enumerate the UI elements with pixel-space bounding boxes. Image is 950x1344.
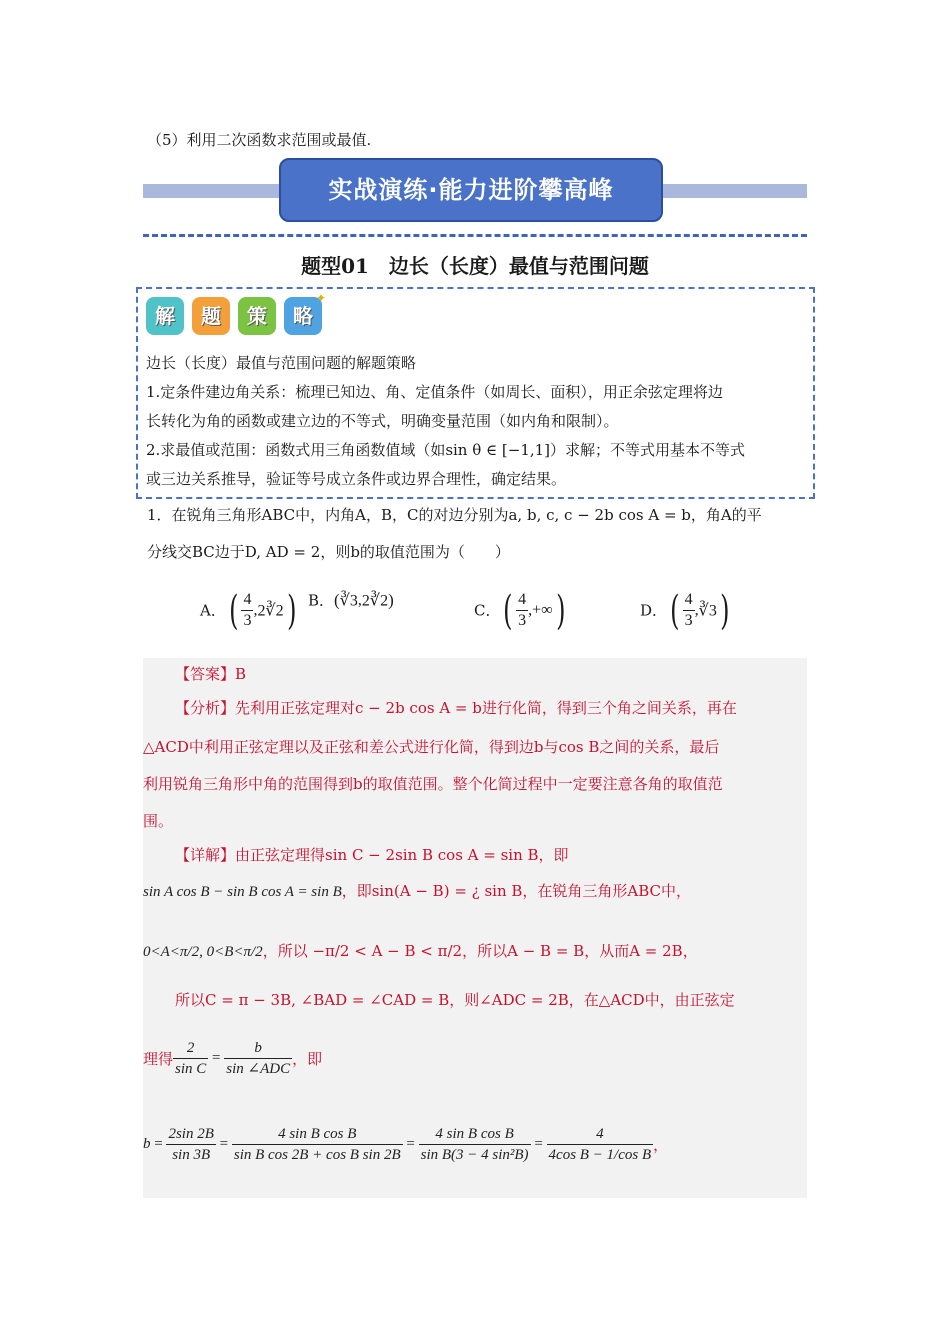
strategy-line: 1.定条件建边角关系：梳理已知边、角、定值条件（如周长、面积），用正余弦定理将边	[146, 383, 723, 401]
detail-row-1	[175, 845, 569, 865]
fraction-2-sinC: $\frac{2}{\text{sin C}}$	[175, 1040, 207, 1077]
sparkle-icon: ✦	[316, 291, 327, 305]
strategy-line: 2.求最值或范围：函数式用三角函数值域（如sin θ ∈ [−1,1]）求解；不等式用基本不等式	[146, 441, 746, 459]
option-b[interactable]: B．(∛3,2∛2)	[308, 590, 394, 610]
fraction-b-sinADC: $\frac{b}{\text{sin ∠ADC}}$	[226, 1040, 291, 1077]
analysis-label: 【分析】	[175, 699, 236, 717]
answer-value: B	[235, 665, 247, 683]
option-label: B．	[308, 591, 335, 610]
strategy-tile-2: 题	[192, 297, 230, 335]
strategy-tile-1: 解	[146, 297, 184, 335]
analysis-line: 利用锐角三角形中角的范围得到b的取值范围。整个化简过程中一定要注意各角的取值范	[143, 775, 723, 793]
detail-text: 理得	[143, 1050, 174, 1068]
option-d-left: $\frac{4}{3}$	[684, 591, 693, 629]
fraction-step-2: $\frac{\text{4 sin B cos B}}{\text{sin B cos 2B + cos B sin 2B}}$	[233, 1126, 401, 1163]
answer-row	[175, 664, 246, 684]
option-b-left: ∛3	[339, 592, 358, 610]
answer-label: 【答案】	[175, 665, 236, 683]
strategy-line: 或三边关系推导，验证等号成立条件或边界合理性，确定结果。	[146, 470, 567, 488]
detail-row-final: b = $\frac{2\sin 2B}{\sin 3B}$ = $\frac{\text{4 sin B cos B}}{\text{sin B cos 2B + cos B sin 2B}}$ = $\frac{\text{4 sin B cos B}}{\text{sin B(3 − 4 sin²B)}}$ = $\frac{4}{\text{4cos B − 1/cos B}}$ ，	[143, 1126, 669, 1163]
detail-equation: sin A cos B − sin B cos A = sin B	[143, 884, 342, 900]
strategy-heading: 边长（长度）最值与范围问题的解题策略	[146, 354, 417, 372]
fraction-step-3: $\frac{\text{4 sin B cos B}}{\text{sin B(3 − 4 sin²B)}}$	[420, 1126, 529, 1163]
option-a-left: $\frac{4}{3}$	[243, 591, 252, 629]
analysis-line: △ACD中利用正弦定理以及正弦和差公式进行化简，得到边b与cos B之间的关系，最后	[143, 738, 720, 756]
option-label: D．	[640, 601, 668, 620]
analysis-line: 先利用正弦定理对c − 2b cos A = b进行化简，得到三个角之间关系，再在	[235, 699, 737, 717]
section-title: 题型01 边长（长度）最值与范围问题	[301, 254, 649, 278]
intro-list-item: （5）利用二次函数求范围或最值.	[147, 131, 372, 149]
detail-text: ，所以 −π/2 < A − B < π/2，所以A − B = B，从而A = 2B，	[262, 942, 698, 960]
detail-row-4: 所以C = π − 3B, ∠BAD = ∠CAD = B，则∠ADC = 2B，在△ACD中，由正弦定	[175, 991, 735, 1009]
strategy-tile-4: 略	[284, 297, 322, 335]
banner-title: 实战演练·能力进阶攀高峰	[279, 158, 663, 222]
analysis-line: 围。	[143, 812, 174, 830]
detail-text: ，即	[292, 1050, 323, 1068]
answer-box	[143, 658, 807, 1198]
section-divider	[143, 234, 807, 237]
detail-text: ，即sin(A − B) = ¿ sin B，在锐角三角形ABC中，	[341, 882, 692, 900]
fraction-step-4: $\frac{4}{\text{4cos B − 1/cos B}}$	[548, 1126, 652, 1163]
strategy-line: 长转化为角的函数或建立边的不等式，明确变量范围（如内角和限制）。	[146, 412, 619, 430]
option-a-right: 2∛2	[257, 602, 284, 620]
strategy-tile-3: 策	[238, 297, 276, 335]
option-c[interactable]: C．( $\frac{4}{3}$ ,+∞)	[474, 587, 566, 634]
fraction-step-1: $\frac{2\sin 2B}{\sin 3B}$	[168, 1126, 214, 1163]
option-d[interactable]: D．( $\frac{4}{3}$ ,∛3)	[640, 587, 730, 634]
option-c-left: $\frac{4}{3}$	[518, 591, 527, 629]
question-stem-line-2: 分线交BC边于D, AD = 2，则b的取值范围为（ ）	[147, 543, 510, 561]
detail-label: 【详解】	[175, 846, 236, 864]
detail-row-5: 理得 $\frac{2}{\text{sin C}}$ = $\frac{b}{\text{sin ∠ADC}}$ ，即	[143, 1040, 323, 1077]
option-b-right: 2∛2	[361, 592, 389, 610]
detail-line: 由正弦定理得sin C − 2sin B cos A = sin B，即	[235, 846, 569, 864]
detail-inequality: 0<A<π/2, 0<B<π/2	[143, 944, 263, 960]
strategy-box	[136, 287, 815, 499]
detail-row-2	[143, 881, 691, 902]
option-label: C．	[474, 601, 501, 620]
detail-row-3	[143, 941, 698, 962]
option-a[interactable]: A．( $\frac{4}{3}$ ,2∛2)	[200, 587, 297, 634]
option-label: A．	[200, 601, 226, 620]
option-c-right: +∞	[532, 601, 553, 619]
question-stem-line-1: 1．在锐角三角形ABC中，内角A，B，C的对边分别为a, b, c, c − 2b cos A = b，角A的平	[147, 506, 762, 524]
analysis-row-1	[175, 698, 737, 718]
option-d-right: ∛3	[698, 602, 717, 620]
